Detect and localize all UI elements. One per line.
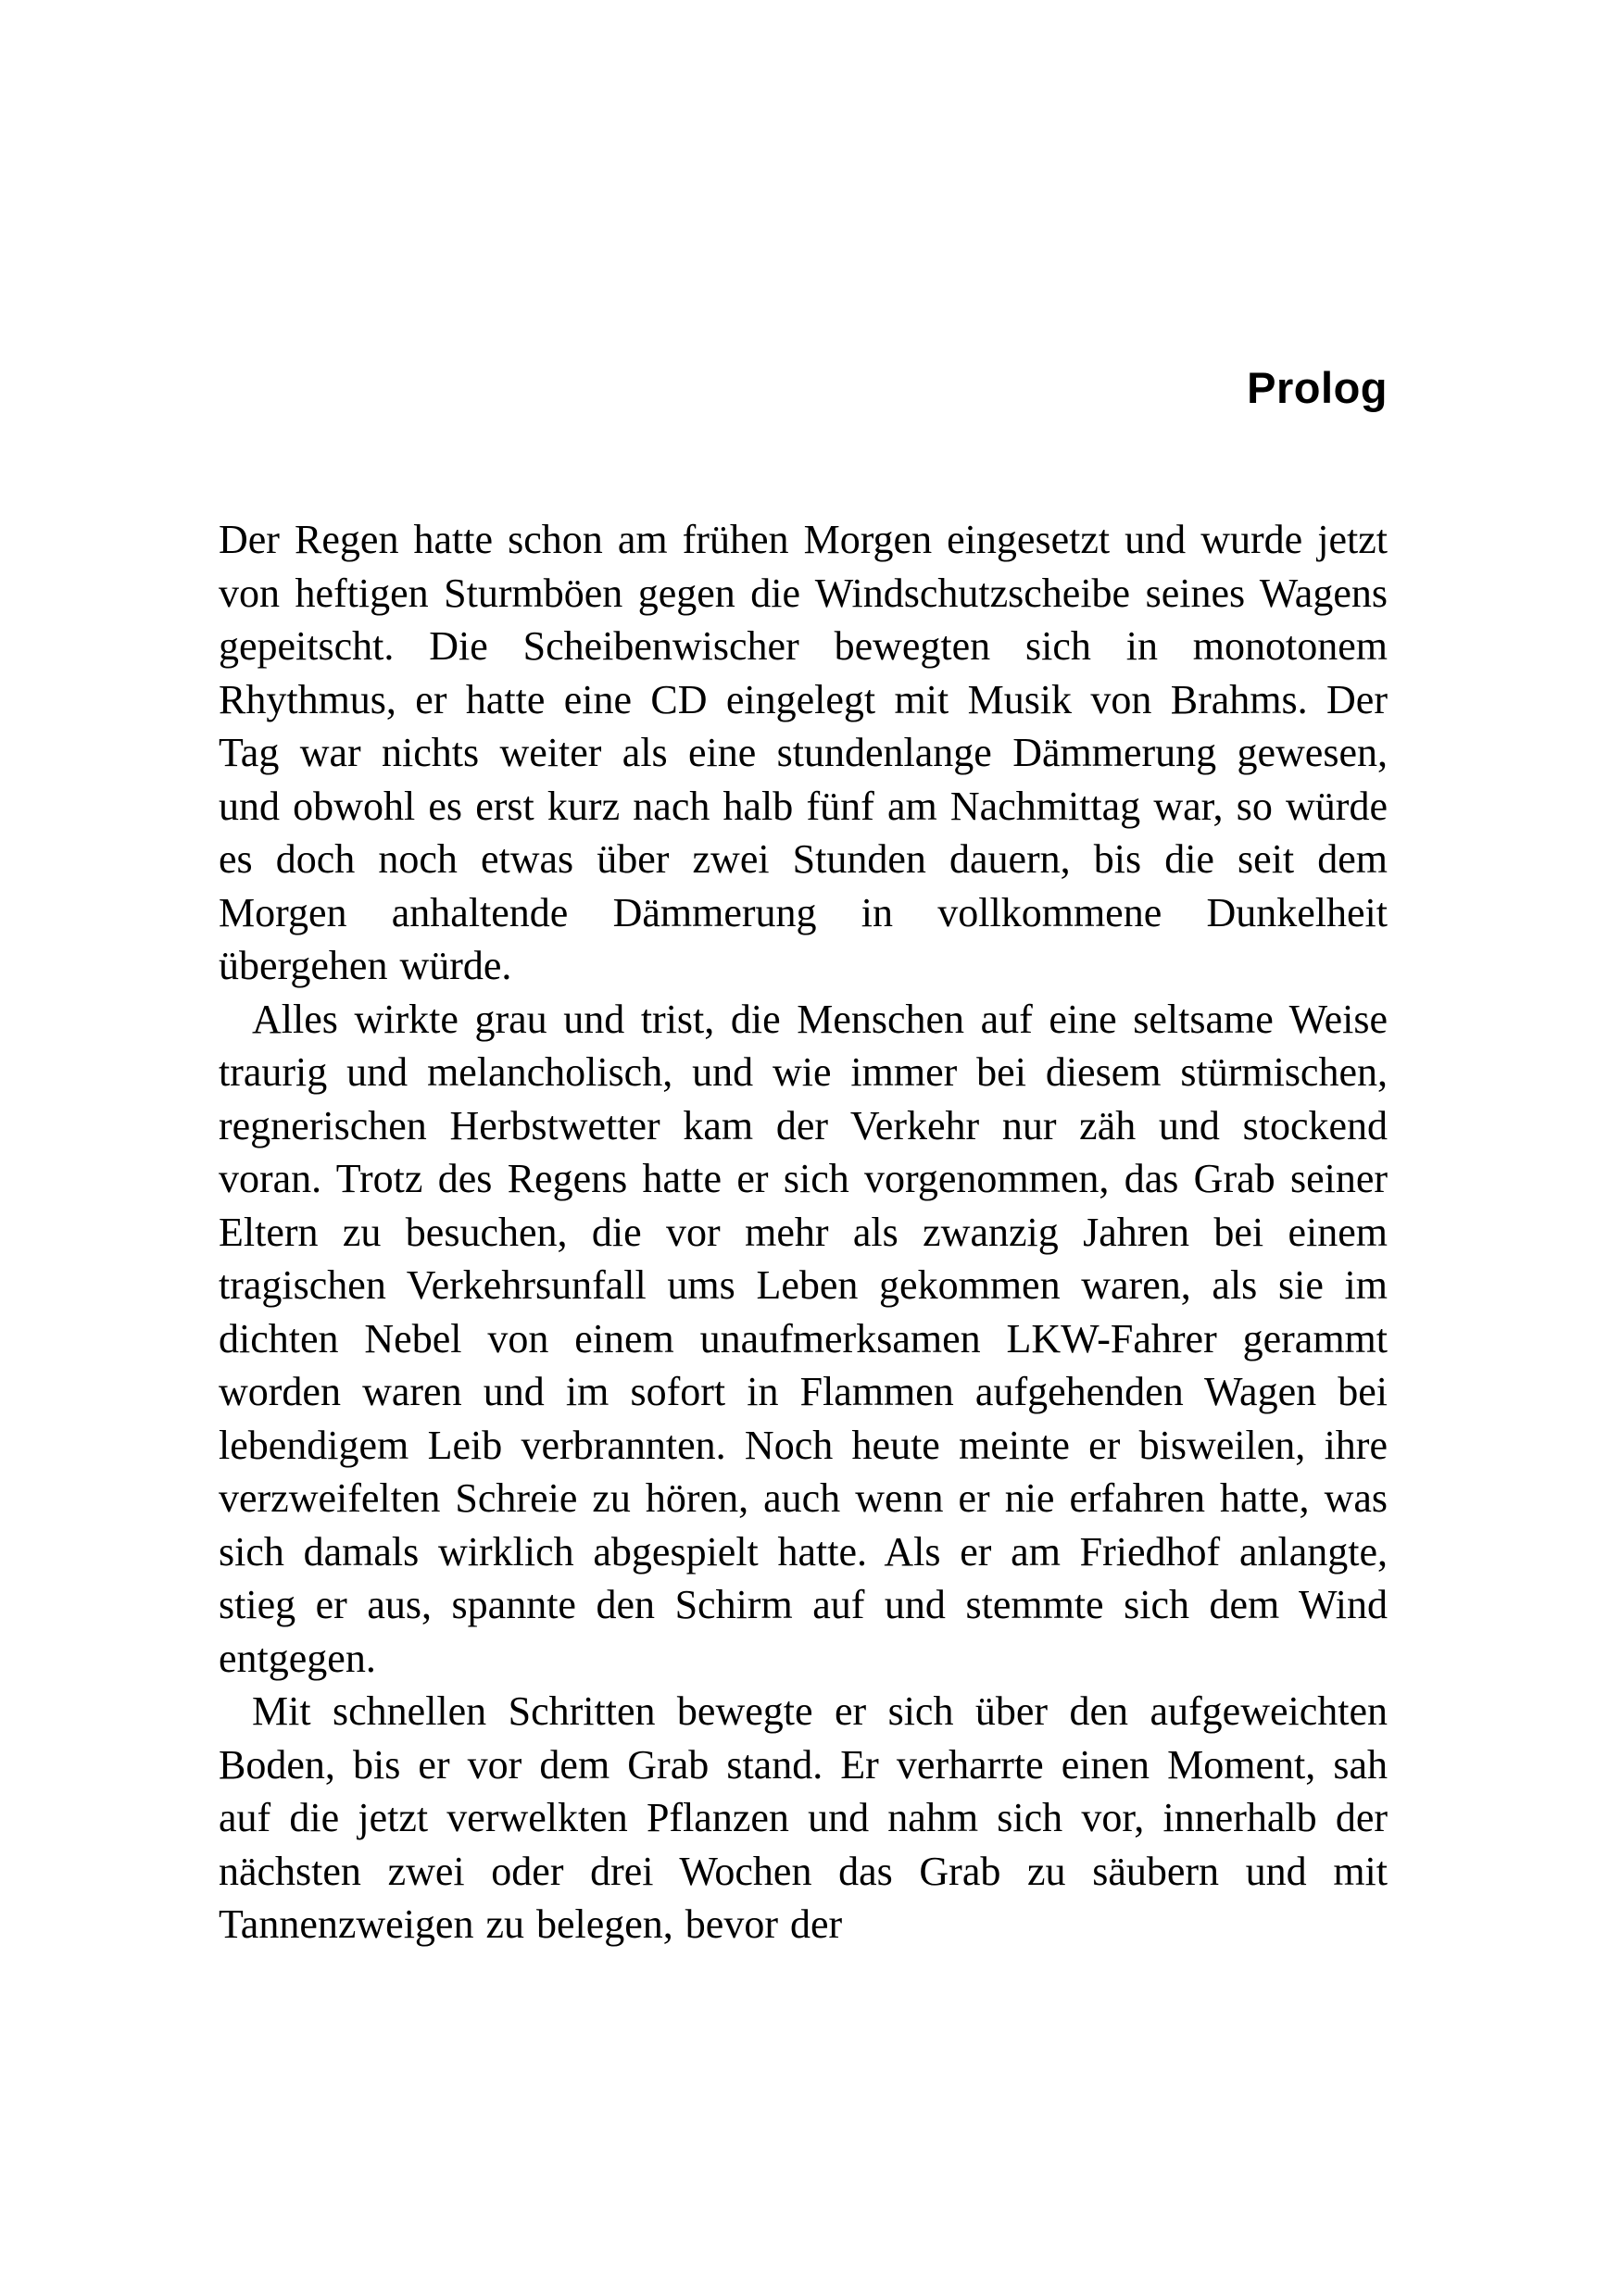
paragraph-1: Der Regen hatte schon am frühen Morgen eingesetzt und wurde jetzt von heftigen Sturmböen gegen die Windschutzscheibe seines Wagens gepeitscht. Die Scheibenwischer bewegten sich in monotonem Rhythmus, er hatte eine CD eingelegt mit Musik von Brahms. Der Tag war nichts weiter als eine stundenlange Dämmerung gewesen, und obwohl es erst kurz nach halb fünf am Nachmittag war, so würde es doch noch etwas über zwei Stunden dauern, bis die seit dem Morgen anhaltende Dämmerung in vollkommene Dunkelheit übergehen würde. <box>219 517 1388 988</box>
body-text-block <box>219 513 1388 1951</box>
paragraph-3: Mit schnellen Schritten bewegte er sich über den aufgeweichten Boden, bis er vor dem Grab stand. Er verharrte einen Moment, sah auf die jetzt verwelkten Pflanzen und nahm sich vor, innerhalb der nächsten zwei oder drei Wochen das Grab zu säubern und mit Tannenzweigen zu belegen, bevor der <box>219 1688 1388 1947</box>
chapter-heading: Prolog <box>1247 363 1388 412</box>
paragraph-2: Alles wirkte grau und trist, die Menschen auf eine seltsame Weise traurig und melancholisch, und wie immer bei diesem stürmischen, regnerischen Herbstwetter kam der Verkehr nur zäh und stockend voran. Trotz des Regens hatte er sich vorgenommen, das Grab seiner Eltern zu besuchen, die vor mehr als zwanzig Jahren bei einem tragischen Verkehrsunfall ums Leben gekommen waren, als sie im dichten Nebel von einem unaufmerksamen LKW-Fahrer gerammt worden waren und im sofort in Flammen aufgehenden Wagen bei lebendigem Leib verbrannten. Noch heute meinte er bisweilen, ihre verzweifelten Schreie zu hören, auch wenn er nie erfahren hatte, was sich damals wirklich abgespielt hatte. Als er am Friedhof anlangte, stieg er aus, spannte den Schirm auf und stemmte sich dem Wind entgegen. <box>219 996 1388 1681</box>
